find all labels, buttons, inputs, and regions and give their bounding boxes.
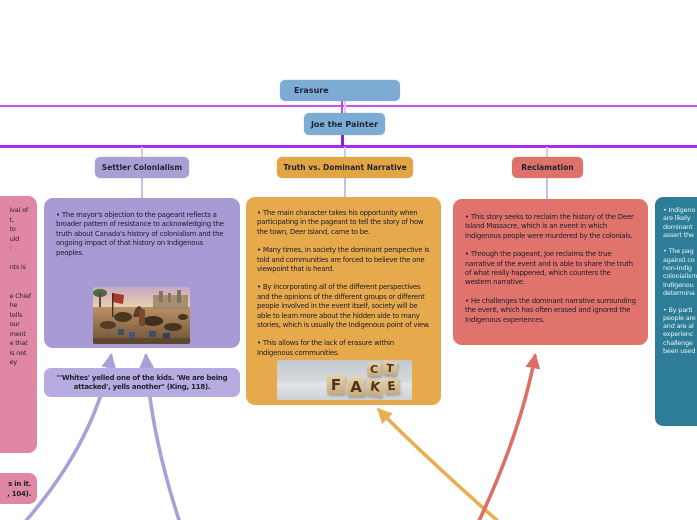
truth-narrative-card[interactable] — [246, 197, 441, 405]
truth-card-text: • The main character takes his opportunity when participating in the pageant to tell the story of how the town, Deer Island, came to be. • Many times, in society the dominant perspective is told and communities are forced to believe the one viewpoint that is heard. • By incorporating all of the different perspectives and the opinions of the different groups or different people involved in the event itself, society will be able to learn more about the hidden side to many stories, which is usually the Indigenous point of view. • This allows for the lack of erasure within Indigenous communities. — [257, 209, 430, 357]
settler-card-connector — [141, 178, 143, 198]
joe-down-connector — [341, 135, 344, 146]
left-card-text-fragments: ival of t, to uld : nts is e Chief he tells our ment e that is not ey — [9, 206, 31, 366]
reclamation-card[interactable] — [453, 199, 648, 345]
erasure-connector-light — [344, 101, 346, 113]
settler-colonialism-card[interactable] — [44, 198, 240, 348]
fake-fact-dice-image — [277, 360, 412, 400]
letter-tile-k: K — [366, 378, 384, 397]
node-truth-vs-dominant-narrative[interactable]: Truth vs. Dominant Narrative — [277, 157, 413, 178]
orange-arrow — [379, 410, 500, 520]
quote-text: "'Whites' yelled one of the kids. 'We are being attacked', yells another" (King, 118). — [56, 373, 228, 391]
node-settler-colonialism[interactable]: Settler Colonialism — [95, 157, 189, 178]
main-branch-line — [0, 145, 697, 148]
node-reclamation[interactable]: Reclamation — [512, 157, 583, 178]
letter-tile-a: A — [347, 377, 365, 396]
red-arrow — [478, 356, 535, 520]
node-erasure[interactable]: Erasure — [280, 80, 400, 101]
left-clipped-quote-card[interactable] — [0, 473, 37, 504]
reclamation-card-text: • This story seeks to reclaim the history of the Deer Island Massacre, which is an event in which Indigenous people were murdered by the colonials. • Through the pageant, Joe reclaims the true narrative of the event and is able to share the truth of what really happened, which counters the western narrative. • He challenges the dominant narrative surrounding the event, which has often erased and ignored the Indigenous experiences. — [465, 213, 636, 324]
colonial-scene-painting-image — [93, 287, 190, 344]
settler-up-connector — [141, 147, 143, 157]
truth-up-connector — [344, 147, 346, 157]
settler-card-text: • The mayor's objection to the pageant reflects a broader pattern of resistance to acknowledging the truth about Canada's history of colonialism and the ongoing impact of that history on Indigenous peoples. — [56, 211, 224, 257]
king-118-quote-card[interactable] — [44, 368, 240, 397]
right-clipped-teal-card[interactable] — [655, 197, 697, 426]
right-card-text-fragments: • Indigeno are likely dominant assert the • The pag against co non-Indig colonialism Indigenou determina • By parti people are and are al experienc challenge been used — [663, 206, 697, 356]
letter-tile-e: E — [383, 377, 399, 394]
erasure-connector — [341, 101, 343, 113]
node-joe-the-painter[interactable]: Joe the Painter — [304, 113, 385, 135]
left-clipped-pink-card[interactable] — [0, 196, 37, 453]
upper-branch-line — [0, 105, 697, 107]
letter-tile-c: C — [367, 362, 381, 376]
letter-tile-t: T — [382, 360, 397, 375]
reclamation-card-connector — [546, 178, 548, 199]
letter-tile-f: F — [327, 375, 345, 394]
truth-card-connector — [344, 178, 346, 197]
left-quote-text-fragments: s in it. , 104). — [7, 479, 31, 498]
